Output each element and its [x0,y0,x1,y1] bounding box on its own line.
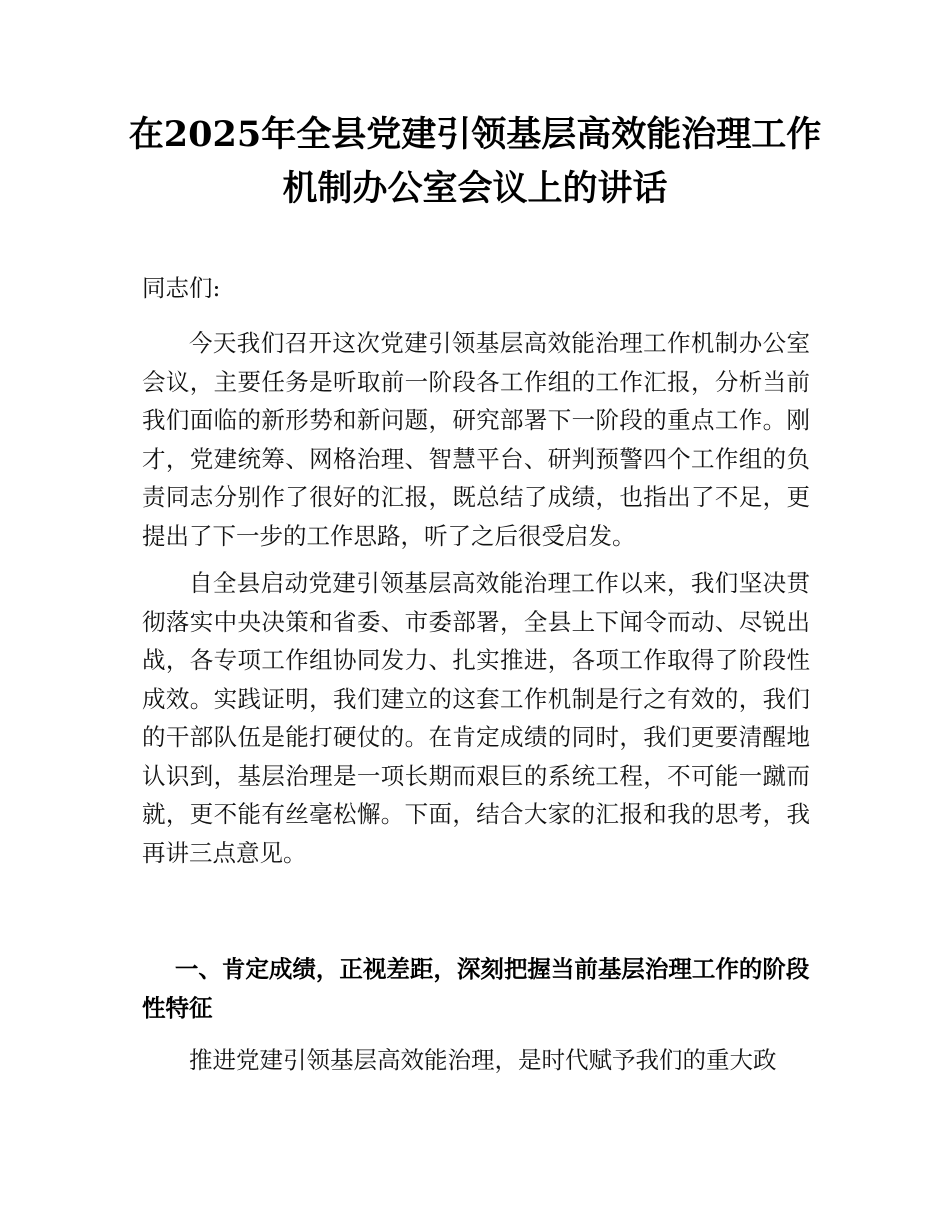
document-title [120,108,830,216]
greeting: 同志们: [142,274,221,302]
section-heading-1: 一、肯定成绩，正视差距，深刻把握当前基层治理工作的阶段性特征 [142,955,810,1022]
paragraph-3: 推进党建引领基层高效能治理，是时代赋予我们的重大政 [189,1046,777,1074]
title-line-2: 机制办公室会议上的讲话 [282,168,668,209]
paragraph-1: 今天我们召开这次党建引领基层高效能治理工作机制办公室会议，主要任务是听取前一阶段各工作组的工作汇报，分析当前我们面临的新形势和新问题，研究部署下一阶段的重点工作。刚才，党建统筹、网格治理、智慧平台、研判预警四个工作组的负责同志分别作了很好的汇报，既总结了成绩，也指出了不足，更提出了下一步的工作思路，听了之后很受启发。 [142,329,810,550]
title-line-1: 在2025年全县党建引领基层高效能治理工作 [128,114,822,155]
paragraph-2: 自全县启动党建引领基层高效能治理工作以来，我们坚决贯彻落实中央决策和省委、市委部署，全县上下闻令而动、尽锐出战，各专项工作组协同发力、扎实推进，各项工作取得了阶段性成效。实践证明，我们建立的这套工作机制是行之有效的，我们的干部队伍是能打硬仗的。在肯定成绩的同时，我们更要清醒地认识到，基层治理是一项长期而艰巨的系统工程，不可能一蹴而就，更不能有丝毫松懈。下面，结合大家的汇报和我的思考，我再讲三点意见。 [142,569,810,867]
